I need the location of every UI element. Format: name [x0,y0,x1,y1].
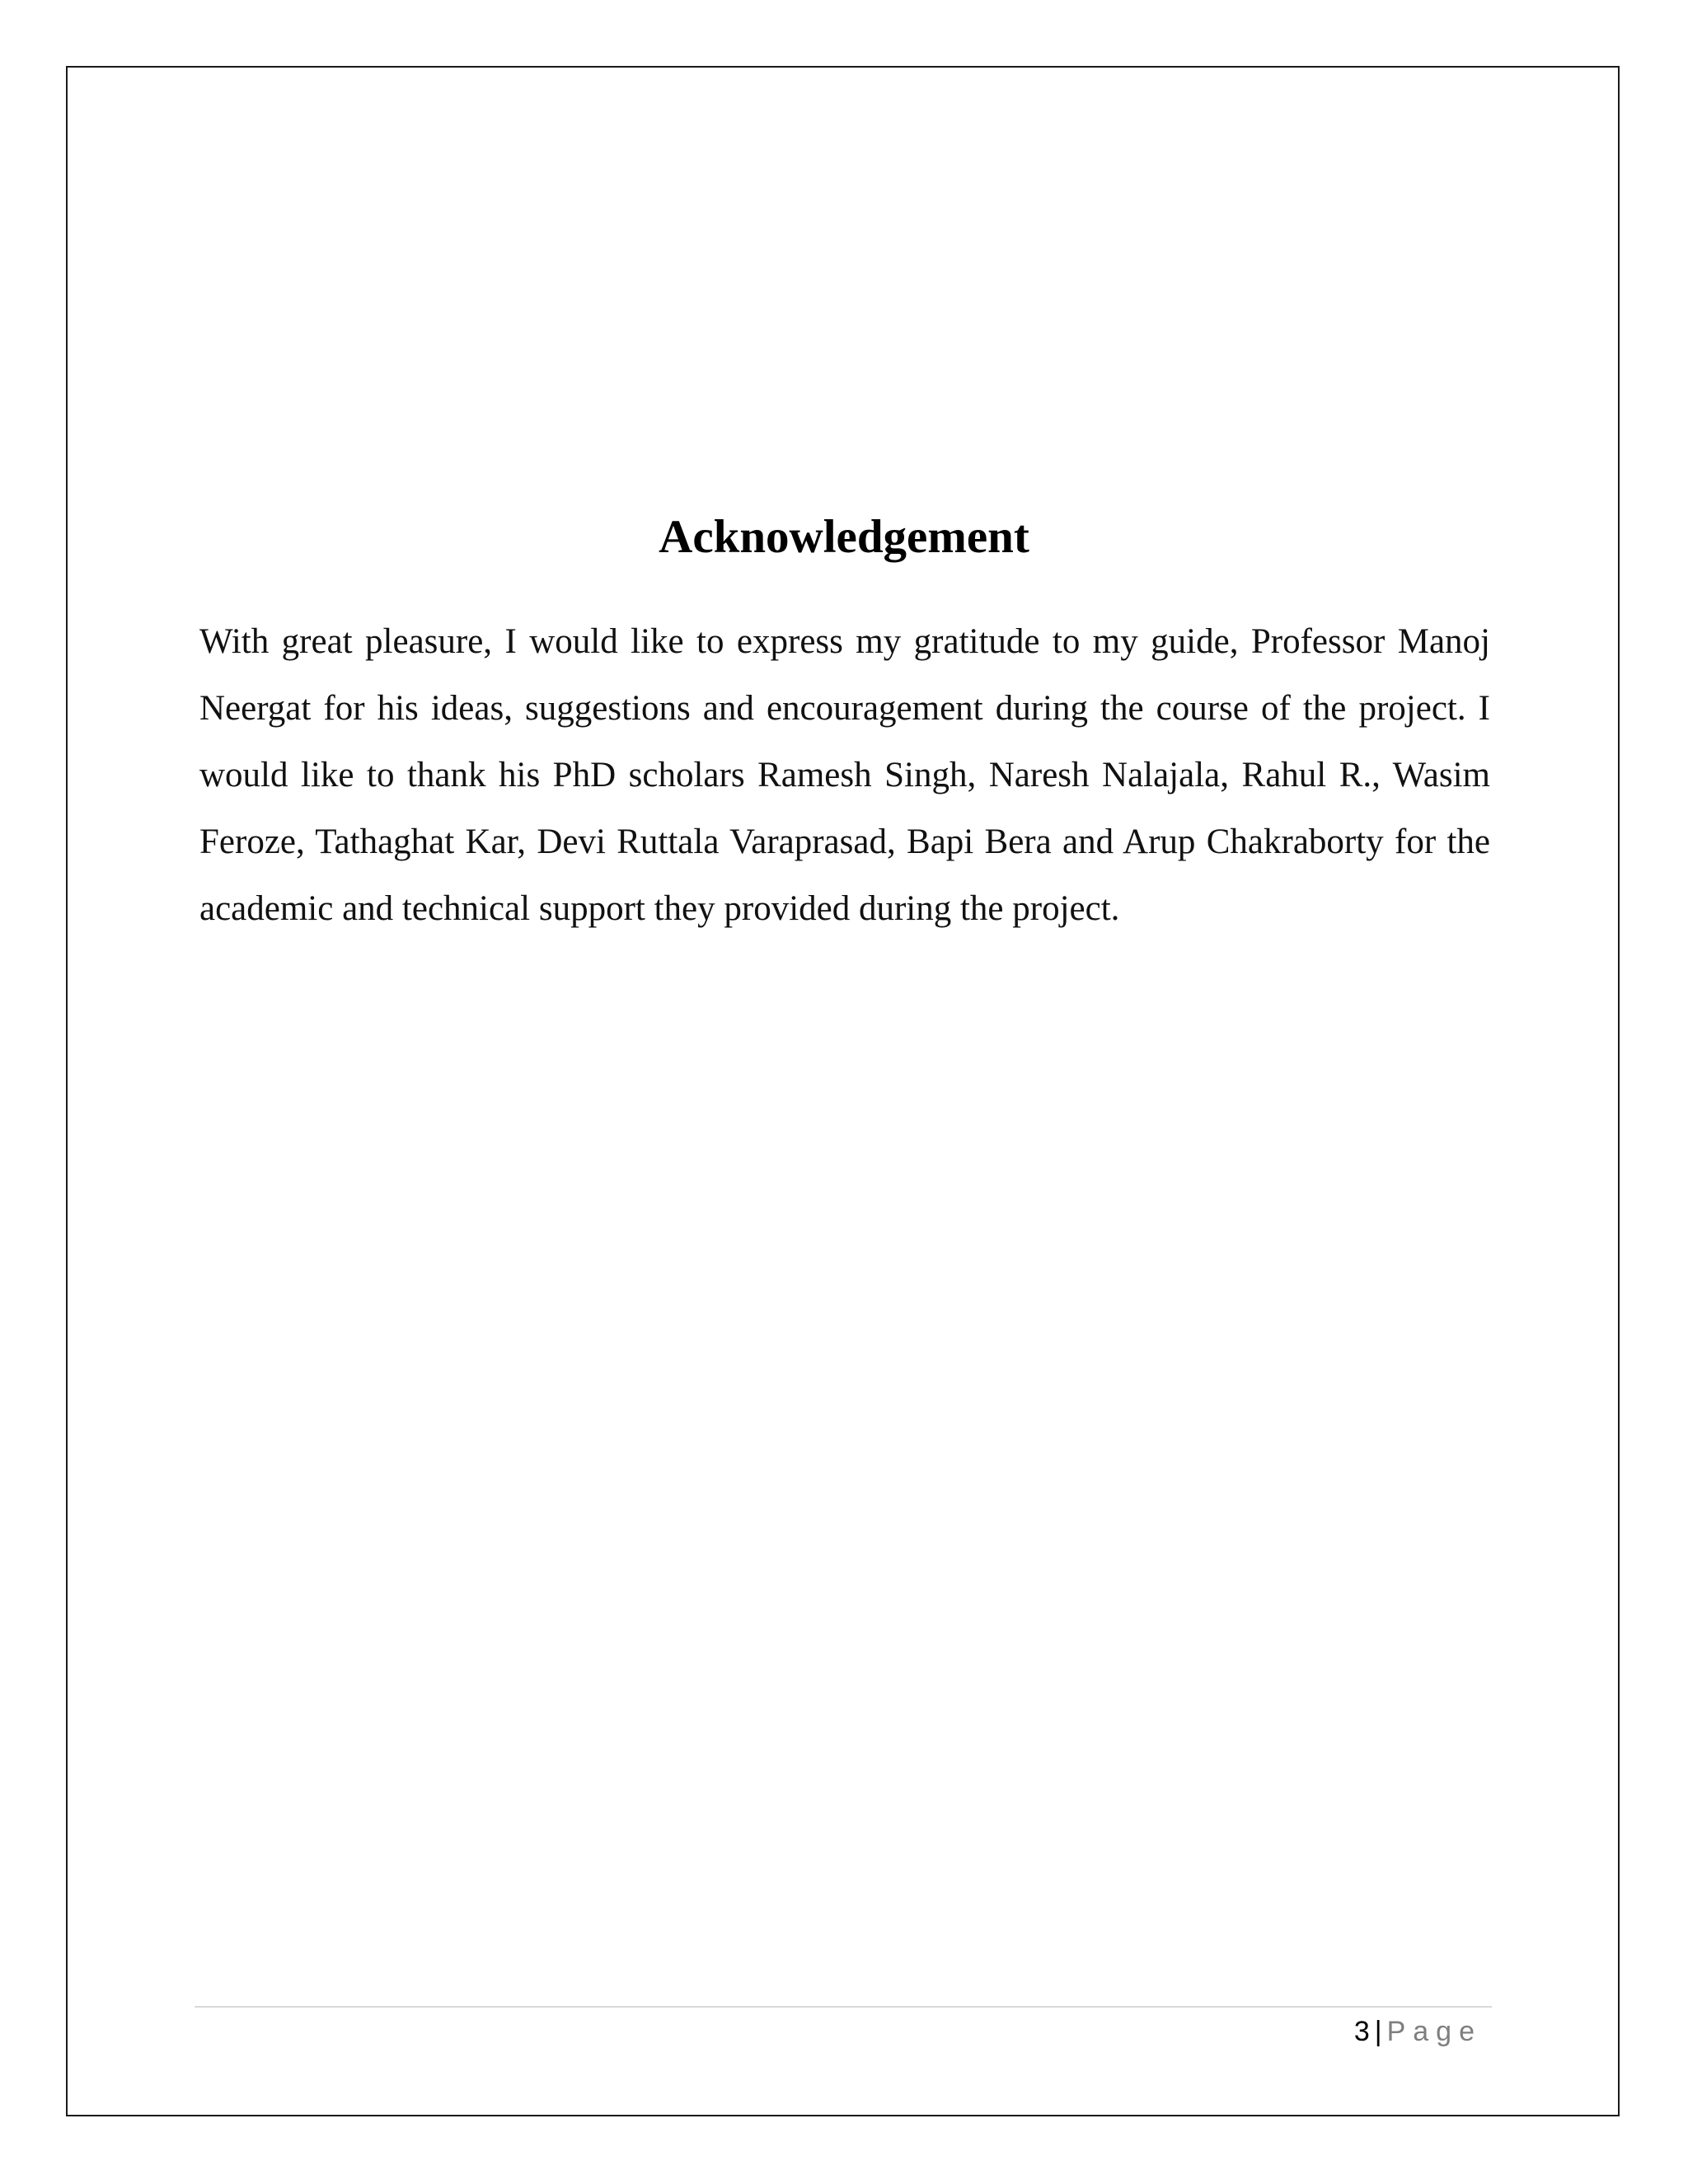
acknowledgement-paragraph: With great pleasure, I would like to express my gratitude to my guide, Professor Manoj Neergat for his ideas, suggestions and encouragement during the course of the project. I would like to thank his PhD scholars Ramesh Singh, Naresh Nalajala, Rahul R., Wasim Feroze, Tathaghat Kar, Devi Ruttala Varaprasad, Bapi Bera and Arup Chakraborty for the academic and technical support they provided during the project. [199,622,1490,928]
page-separator: | [1374,2016,1382,2047]
page-border [66,66,1620,2116]
page-title: Acknowledgement [659,511,1029,563]
footer-divider [195,2006,1492,2008]
page-footer [1354,2011,1482,2052]
page-label: Page [1386,2016,1482,2047]
page-number: 3 [1353,2016,1370,2047]
